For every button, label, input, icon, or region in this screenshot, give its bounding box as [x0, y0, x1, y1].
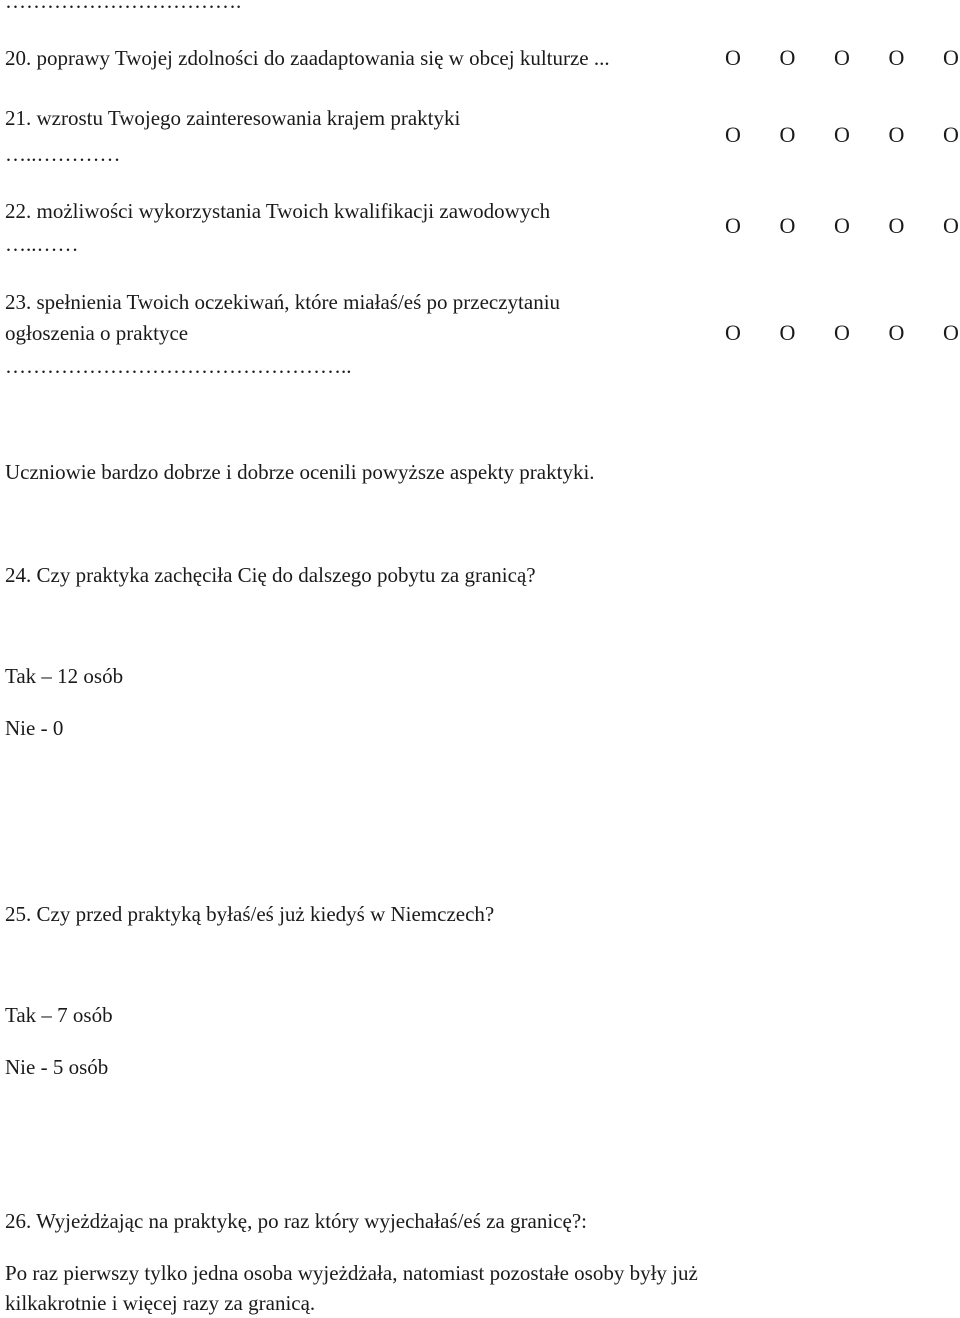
rating-radio-1[interactable]: O [725, 122, 741, 147]
rating-radio-2[interactable]: O [779, 320, 796, 345]
q25-answer-yes: Tak – 7 osób [5, 1003, 113, 1027]
rating-radio-2[interactable]: O [779, 45, 796, 70]
rating-radio-2[interactable]: O [779, 122, 796, 147]
item-22-label: 22. możliwości wykorzystania Twoich kwalifikacji zawodowych [5, 199, 551, 223]
item-21-dots: …..………… [5, 142, 121, 166]
q26-answer-line-2: kilkakrotnie i więcej razy za granicą. [5, 1291, 316, 1315]
rating-radio-4[interactable]: O [888, 213, 905, 238]
q24-answer-no: Nie - 0 [5, 716, 64, 740]
rating-radio-5[interactable]: O [943, 213, 959, 238]
q26-answer-line-1: Po raz pierwszy tylko jedna osoba wyjeżdżała, natomiast pozostałe osoby były już [5, 1261, 698, 1285]
rating-radio-2[interactable]: O [779, 213, 796, 238]
rating-radio-4[interactable]: O [888, 45, 905, 70]
q25-answer-no: Nie - 5 osób [5, 1055, 109, 1079]
q25-question: 25. Czy przed praktyką byłaś/eś już kiedyś w Niemczech? [5, 902, 495, 926]
item-20-label: 20. poprawy Twojej zdolności do zaadaptowania się w obcej kulturze ... [5, 46, 610, 70]
rating-radio-3[interactable]: O [834, 213, 850, 238]
rating-radio-5[interactable]: O [943, 45, 959, 70]
item-23-scale [722, 320, 960, 346]
item-23-label-cont: ogłoszenia o praktyce [5, 321, 189, 345]
rating-radio-1[interactable]: O [725, 213, 741, 238]
q26-question: 26. Wyjeżdżając na praktykę, po raz który wyjechałaś/eś za granicę?: [5, 1209, 587, 1233]
item-23-dots: ………………………………………….. [5, 354, 352, 378]
rating-radio-1[interactable]: O [725, 45, 741, 70]
item-23-label: 23. spełnienia Twoich oczekiwań, które miałaś/eś po przeczytaniu [5, 290, 561, 314]
rating-radio-3[interactable]: O [834, 122, 850, 147]
rating-radio-4[interactable]: O [888, 320, 905, 345]
q24-question: 24. Czy praktyka zachęciła Cię do dalszego pobytu za granicą? [5, 563, 536, 587]
summary-text: Uczniowie bardzo dobrze i dobrze ocenili powyższe aspekty praktyki. [5, 460, 595, 484]
item-21-scale [722, 122, 960, 148]
rating-radio-1[interactable]: O [725, 320, 741, 345]
item-20-scale [722, 45, 960, 71]
q24-answer-yes: Tak – 12 osób [5, 664, 124, 688]
rating-radio-4[interactable]: O [888, 122, 905, 147]
rating-radio-3[interactable]: O [834, 320, 850, 345]
rating-radio-5[interactable]: O [943, 122, 959, 147]
rating-radio-5[interactable]: O [943, 320, 959, 345]
item-22-scale [722, 213, 960, 239]
item-22-dots: …..…… [5, 232, 79, 256]
top-dotted-line: ……………………………. [5, 0, 242, 13]
item-21-label: 21. wzrostu Twojego zainteresowania krajem praktyki [5, 106, 461, 130]
rating-radio-3[interactable]: O [834, 45, 850, 70]
